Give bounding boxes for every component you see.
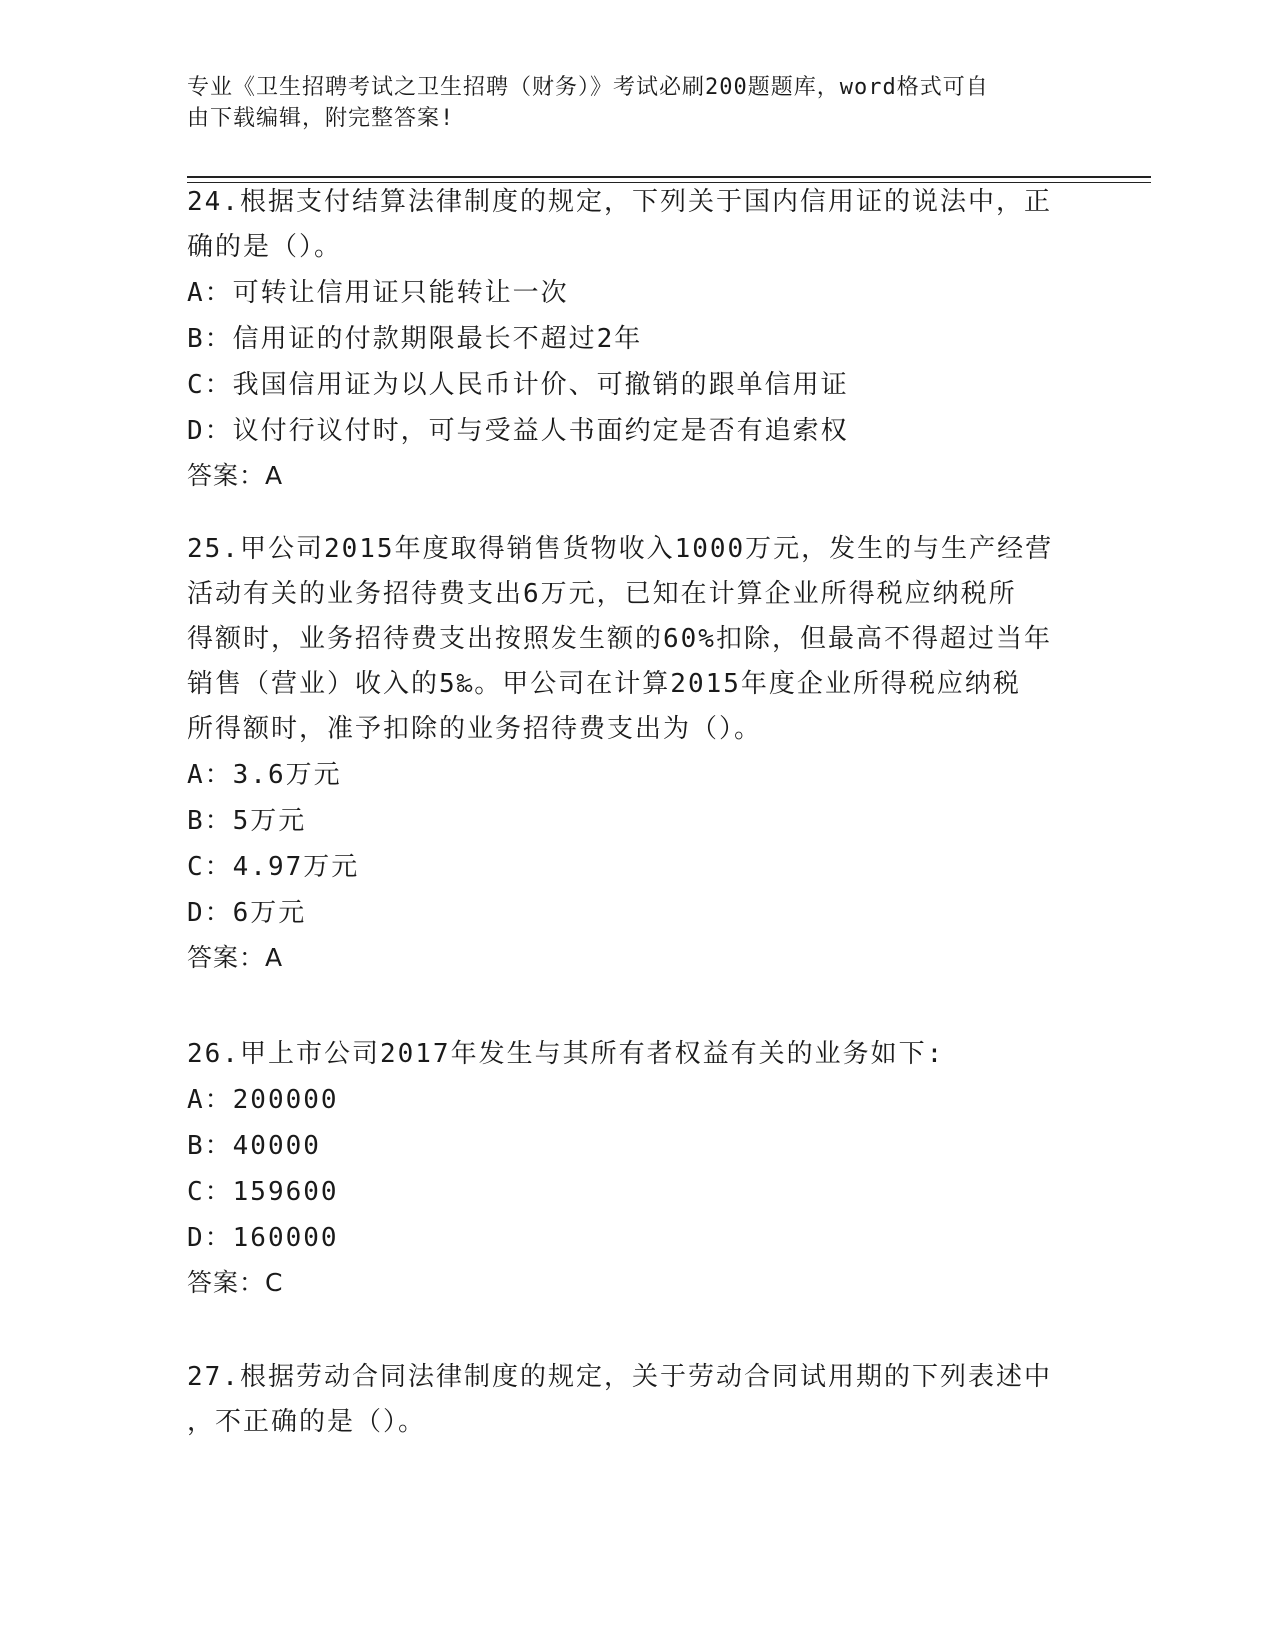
question-25 [187, 527, 1087, 980]
option-d: D：议付行议付时，可与受益人书面约定是否有追索权 [187, 416, 849, 446]
answer: 答案：A [187, 943, 284, 972]
answer: 答案：C [187, 1268, 284, 1297]
option-c: C：4.97万元 [187, 852, 360, 882]
question-stem: 25.甲公司2015年度取得销售货物收入1000万元，发生的与生产经营 活动有关的业务招待费支出6万元，已知在计算企业所得税应纳税所 得额时，业务招待费支出按照发生额的60%扣除，但最高不得超过当年 销售（营业）收入的5‰。甲公司在计算2015年度企业所得税应纳税 所得额时，准予扣除的业务招待费支出为（）。 [187, 534, 1054, 744]
option-d: D：6万元 [187, 898, 307, 928]
option-c: C：我国信用证为以人民币计价、可撤销的跟单信用证 [187, 370, 849, 400]
option-b: B：5万元 [187, 806, 307, 836]
question-27 [187, 1355, 1087, 1445]
question-24 [187, 180, 1087, 498]
option-d: D：160000 [187, 1223, 339, 1253]
option-a: A：200000 [187, 1085, 339, 1115]
option-a: A：3.6万元 [187, 760, 342, 790]
question-stem: 27.根据劳动合同法律制度的规定，关于劳动合同试用期的下列表述中 ，不正确的是（）。 [187, 1362, 1052, 1437]
option-a: A：可转让信用证只能转让一次 [187, 278, 569, 308]
answer: 答案：A [187, 461, 284, 490]
option-c: C：159600 [187, 1177, 339, 1207]
question-stem: 26.甲上市公司2017年发生与其所有者权益有关的业务如下: [187, 1039, 945, 1069]
header-divider [187, 176, 1151, 178]
header-note: 专业《卫生招聘考试之卫生招聘（财务）》考试必刷200题题库，word格式可自 由下载编辑，附完整答案! [187, 75, 989, 131]
question-stem: 24.根据支付结算法律制度的规定，下列关于国内信用证的说法中，正 确的是（）。 [187, 187, 1052, 262]
question-26 [187, 1032, 1087, 1305]
option-b: B：40000 [187, 1131, 321, 1161]
option-b: B：信用证的付款期限最长不超过2年 [187, 324, 643, 354]
